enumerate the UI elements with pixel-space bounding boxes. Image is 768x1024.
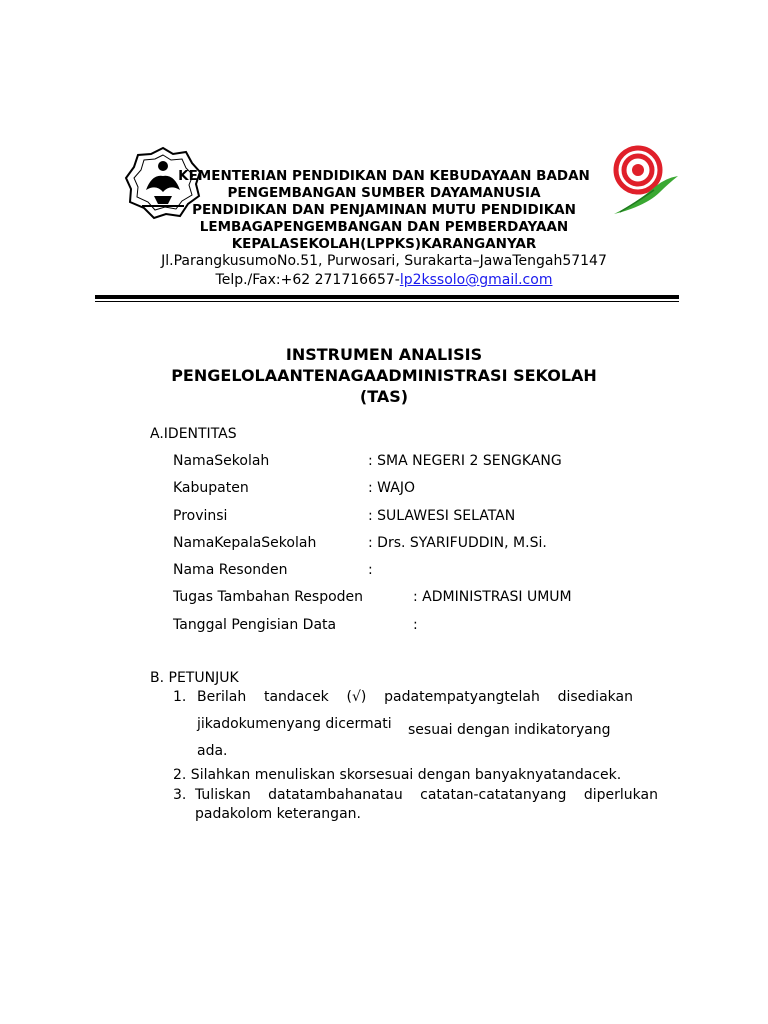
field-value: : Drs. SYARIFUDDIN, M.Si. <box>368 535 547 551</box>
header-rule-thick <box>95 295 679 299</box>
field-value: : <box>413 617 418 633</box>
title-line-1: INSTRUMEN ANALISIS <box>285 345 483 364</box>
instruction-word: catatan-catatanyang <box>420 787 567 803</box>
field-label: NamaSekolah <box>173 453 270 469</box>
instruction-word: datatambahanatau <box>268 787 403 803</box>
title-line-2: PENGELOLAANTENAGAADMINISTRASI SEKOLAH <box>171 366 597 385</box>
header-rule-thin <box>95 301 679 302</box>
phone-text: Telp./Fax:+62 271716657- <box>215 272 400 288</box>
instruction-3-line-1 <box>195 786 658 804</box>
instruction-word: diperlukan <box>583 787 658 803</box>
field-value: : ADMINISTRASI UMUM <box>413 589 572 605</box>
header-line-4: LEMBAGAPENGEMBANGAN DAN PEMBERDAYAAN <box>199 219 569 235</box>
petunjuk-heading: B. PETUNJUK <box>150 670 239 686</box>
field-value: : <box>368 562 373 578</box>
instruction-word: Tuliskan <box>195 787 251 803</box>
instruction-2: 2. Silahkan menuliskan skorsesuai dengan banyaknyatandacek. <box>173 767 622 783</box>
field-value: : SMA NEGERI 2 SENGKANG <box>368 453 562 469</box>
instruction-word: (√) <box>346 689 367 705</box>
email-link[interactable]: lp2kssolo@gmail.com <box>399 272 553 288</box>
instruction-1-line-2b: sesuai dengan indikatoryang <box>408 722 611 738</box>
field-label: Tanggal Pengisian Data <box>173 617 337 633</box>
field-label: NamaKepalaSekolah <box>173 535 317 551</box>
instruction-1-line-3: ada. <box>197 743 228 759</box>
instruction-word: Berilah <box>197 689 247 705</box>
header-line-3: PENDIDIKAN DAN PENJAMINAN MUTU PENDIDIKAN <box>192 202 576 218</box>
instruction-1-number: 1. <box>173 689 187 705</box>
field-value: : WAJO <box>368 480 415 496</box>
instruction-1-line-2a: jikadokumenyang dicermati <box>197 716 392 732</box>
header-line-1: KEMENTERIAN PENDIDIKAN DAN KEBUDAYAAN BADAN <box>178 168 590 184</box>
identitas-heading: A.IDENTITAS <box>150 426 237 442</box>
instruction-word: padatempatyangtelah <box>384 689 540 705</box>
field-label: Provinsi <box>173 508 228 524</box>
header-line-2: PENGEMBANGAN SUMBER DAYAMANUSIA <box>227 185 541 201</box>
address-line: Jl.ParangkusumoNo.51, Purwosari, Surakarta–JawaTengah57147 <box>161 253 607 269</box>
instruction-1-line-1 <box>197 688 633 706</box>
instruction-3-line-2: padakolom keterangan. <box>195 806 361 822</box>
field-label: Nama Resonden <box>173 562 288 578</box>
instruction-word: tandacek <box>263 689 329 705</box>
contact-line <box>0 271 768 289</box>
field-label: Kabupaten <box>173 480 249 496</box>
header-line-5: KEPALASEKOLAH(LPPKS)KARANGANYAR <box>231 236 537 252</box>
title-line-3: (TAS) <box>359 387 409 406</box>
instruction-3-number: 3. <box>173 787 187 803</box>
field-label: Tugas Tambahan Respoden <box>173 589 364 605</box>
instruction-word: disediakan <box>557 689 633 705</box>
field-value: : SULAWESI SELATAN <box>368 508 516 524</box>
